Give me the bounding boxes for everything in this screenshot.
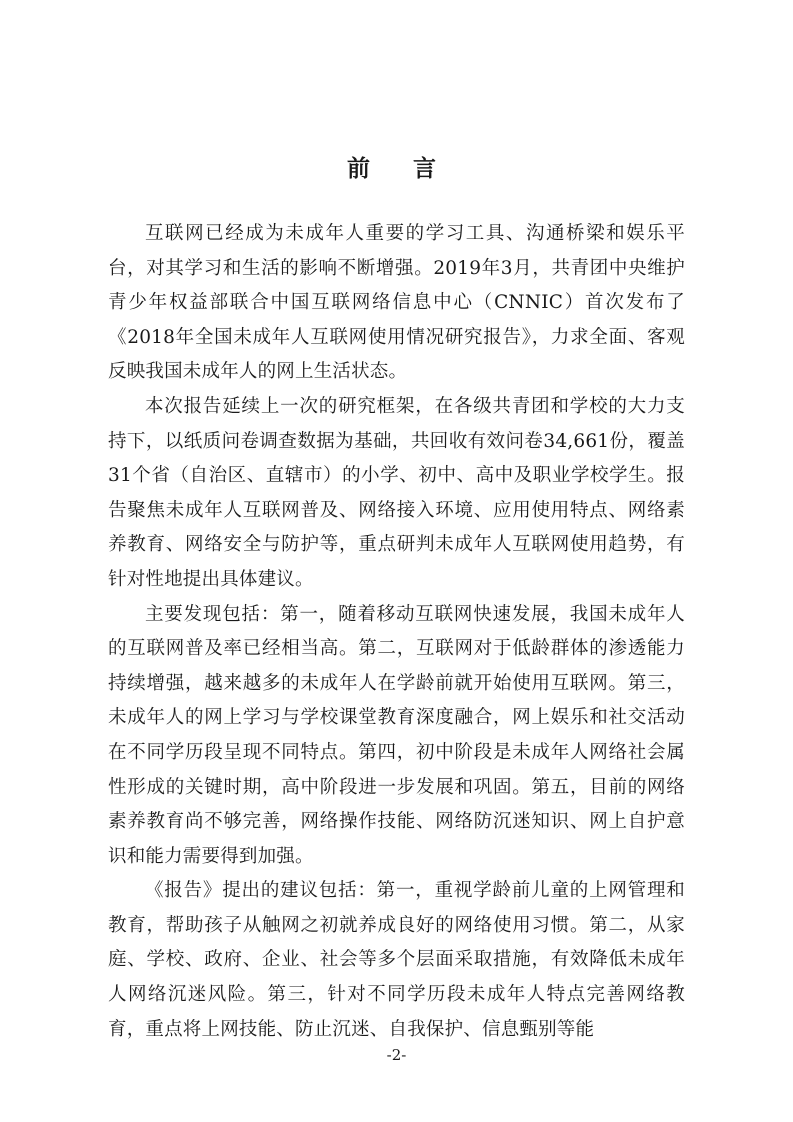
body-paragraph: 本次报告延续上一次的研究框架，在各级共青团和学校的大力支持下，以纸质问卷调查数据为基础，共回收有效问卷34,661份，覆盖31个省（自治区、直辖市）的小学、初中、高中及职业学校学生。报告聚焦未成年人互联网普及、网络接入环境、应用使用特点、网络素养教育、网络安全与防护等，重点研判未成年人互联网使用趋势，有针对性地提出具体建议。 bbox=[108, 395, 685, 590]
page-number: -2- bbox=[386, 1046, 407, 1064]
page-title: 前 言 bbox=[347, 155, 446, 182]
body-paragraph: 主要发现包括：第一，随着移动互联网快速发展，我国未成年人的互联网普及率已经相当高。第二，互联网对于低龄群体的渗透能力持续增强，越来越多的未成年人在学龄前就开始使用互联网。第三，未成年人的网上学习与学校课堂教育深度融合，网上娱乐和社交活动在不同学历段呈现不同特点。第四，初中阶段是未成年人网络社会属性形成的关键时期，高中阶段进一步发展和巩固。第五，目前的网络素养教育尚不够完善，网络操作技能、网络防沉迷知识、网上自护意识和能力需要得到加强。 bbox=[108, 603, 685, 867]
body-paragraph: 《报告》提出的建议包括：第一，重视学龄前儿童的上网管理和教育，帮助孩子从触网之初就养成良好的网络使用习惯。第二，从家庭、学校、政府、企业、社会等多个层面采取措施，有效降低未成年人网络沉迷风险。第三，针对不同学历段未成年人特点完善网络教育，重点将上网技能、防止沉迷、自我保护、信息甄别等能 bbox=[108, 880, 685, 1040]
body-paragraph: 互联网已经成为未成年人重要的学习工具、沟通桥梁和娱乐平台，对其学习和生活的影响不断增强。2019年3月，共青团中央维护青少年权益部联合中国互联网络信息中心（CNNIC）首次发布了《2018年全国未成年人互联网使用情况研究报告》，力求全面、客观反映我国未成年人的网上生活状态。 bbox=[108, 223, 685, 383]
